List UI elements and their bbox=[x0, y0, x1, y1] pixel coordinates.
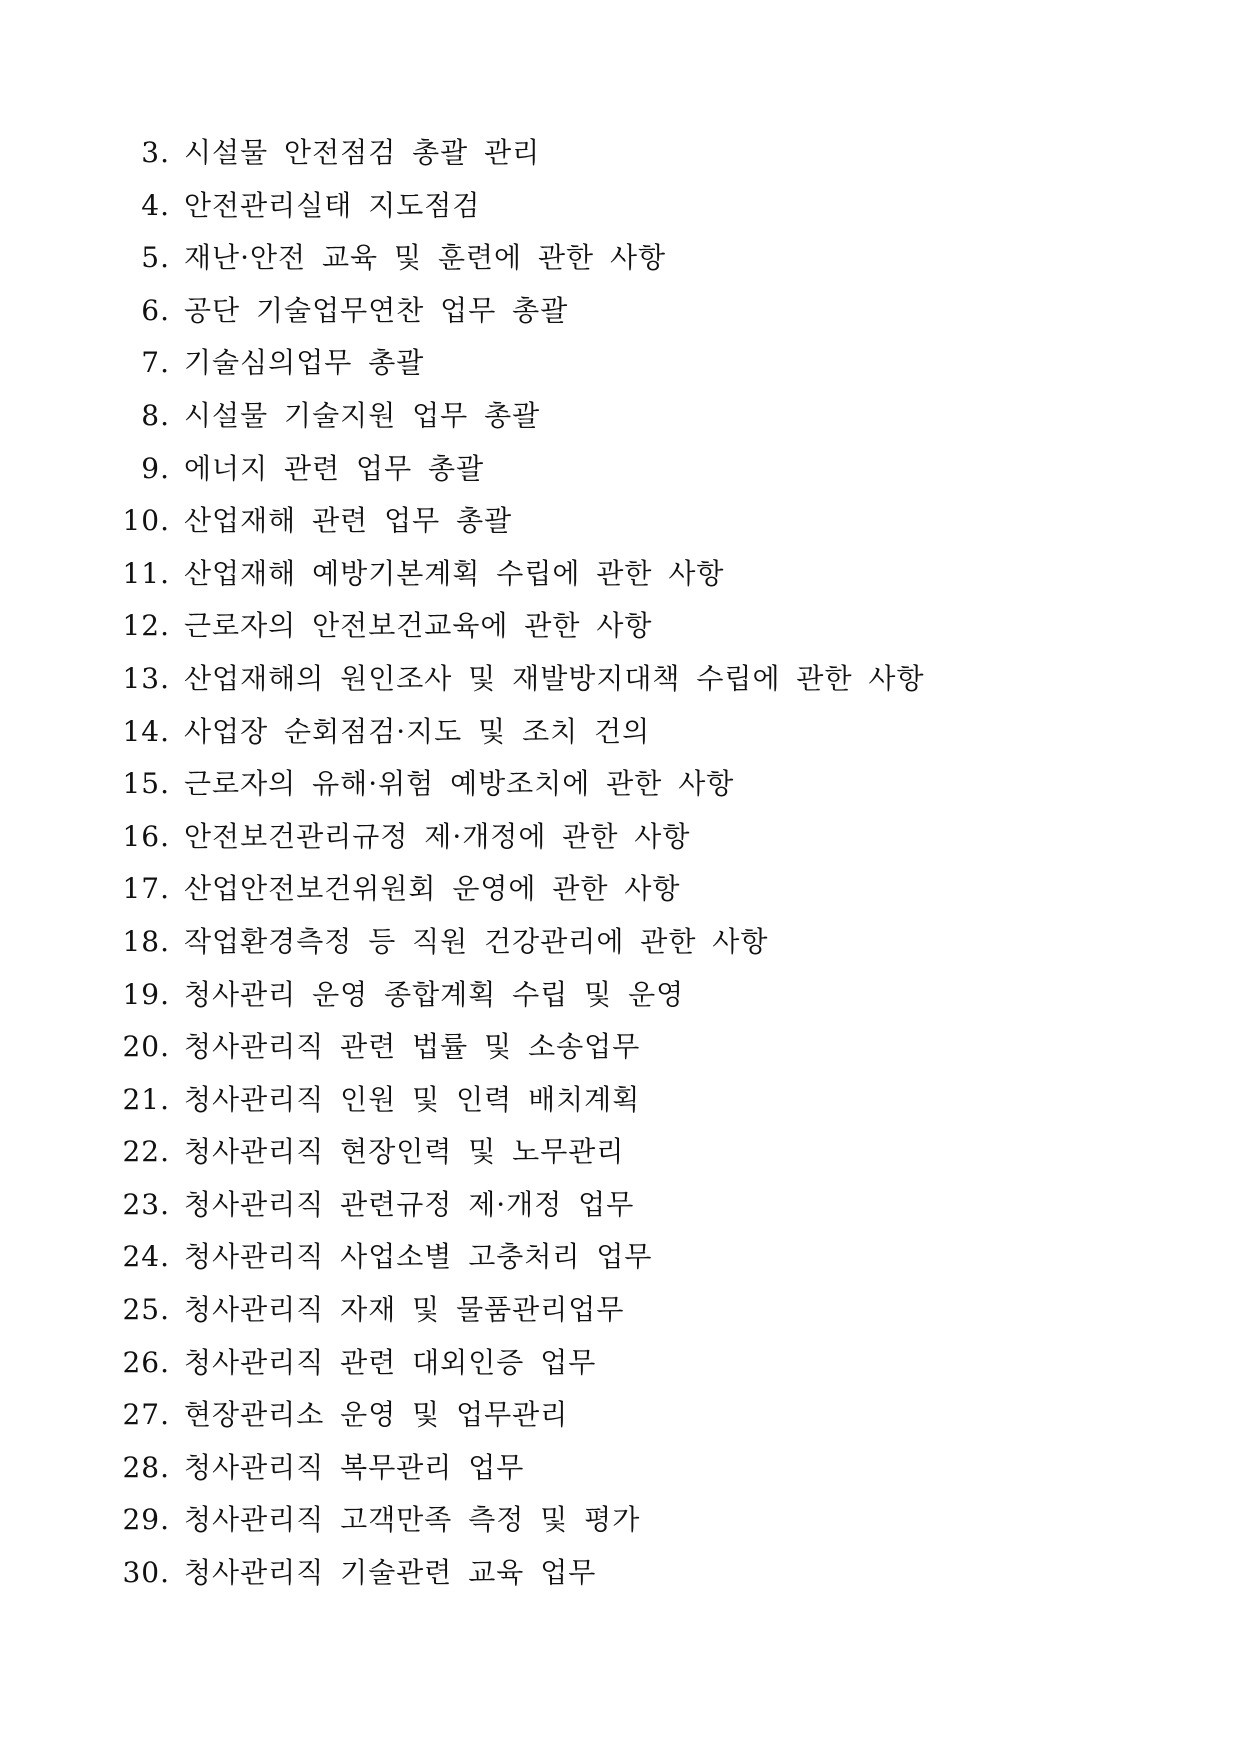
item-number: 27. bbox=[122, 1398, 170, 1432]
list-item bbox=[118, 920, 925, 973]
list-item bbox=[118, 1446, 925, 1499]
item-text: 청사관리 운영 종합계획 수립 및 운영 bbox=[184, 977, 685, 1011]
list-item bbox=[118, 815, 925, 868]
list-item bbox=[118, 1183, 925, 1236]
item-number: 15. bbox=[122, 767, 170, 801]
list-item bbox=[118, 1078, 925, 1131]
item-number: 7. bbox=[141, 346, 170, 380]
item-number: 11. bbox=[122, 556, 170, 590]
item-text: 기술심의업무 총괄 bbox=[184, 346, 425, 380]
item-text: 청사관리직 기술관련 교육 업무 bbox=[184, 1556, 597, 1590]
item-text: 청사관리직 현장인력 및 노무관리 bbox=[184, 1135, 625, 1169]
item-text: 청사관리직 인원 및 인력 배치계획 bbox=[184, 1082, 641, 1116]
item-number: 20. bbox=[122, 1030, 170, 1064]
list-item bbox=[118, 1341, 925, 1394]
item-text: 안전보건관리규정 제·개정에 관한 사항 bbox=[184, 819, 691, 853]
item-text: 시설물 안전점검 총괄 관리 bbox=[184, 136, 541, 169]
item-number: 28. bbox=[122, 1450, 170, 1484]
list-item bbox=[118, 289, 925, 342]
item-text: 근로자의 안전보건교육에 관한 사항 bbox=[184, 609, 653, 643]
list-item bbox=[118, 552, 925, 605]
list-item bbox=[118, 710, 925, 763]
item-text: 공단 기술업무연찬 업무 총괄 bbox=[184, 293, 569, 327]
item-text: 청사관리직 자재 및 물품관리업무 bbox=[184, 1293, 625, 1327]
item-text: 청사관리직 관련 대외인증 업무 bbox=[184, 1345, 597, 1379]
item-number: 26. bbox=[122, 1345, 170, 1379]
item-number: 6. bbox=[141, 293, 170, 327]
item-number: 23. bbox=[122, 1187, 170, 1221]
list-item bbox=[118, 657, 925, 710]
list-item bbox=[118, 1025, 925, 1078]
item-number: 9. bbox=[141, 451, 170, 485]
list-item bbox=[118, 867, 925, 920]
item-number: 24. bbox=[122, 1240, 170, 1274]
item-number: 3. bbox=[141, 136, 170, 169]
item-number: 25. bbox=[122, 1293, 170, 1327]
item-text: 산업재해의 원인조사 및 재발방지대책 수립에 관한 사항 bbox=[184, 661, 925, 695]
item-text: 청사관리직 관련 법률 및 소송업무 bbox=[184, 1030, 641, 1064]
item-text: 시설물 기술지원 업무 총괄 bbox=[184, 398, 541, 432]
item-number: 18. bbox=[122, 924, 170, 958]
item-number: 30. bbox=[122, 1556, 170, 1590]
list-item bbox=[118, 604, 925, 657]
list-item bbox=[118, 131, 925, 184]
list-item bbox=[118, 341, 925, 394]
list-item bbox=[118, 184, 925, 237]
item-number: 5. bbox=[141, 241, 170, 275]
item-number: 22. bbox=[122, 1135, 170, 1169]
list-item bbox=[118, 762, 925, 815]
list-item bbox=[118, 1393, 925, 1446]
item-text: 현장관리소 운영 및 업무관리 bbox=[184, 1398, 569, 1432]
item-text: 에너지 관련 업무 총괄 bbox=[184, 451, 485, 485]
list-item bbox=[118, 1235, 925, 1288]
item-text: 산업재해 관련 업무 총괄 bbox=[184, 504, 513, 538]
item-text: 청사관리직 사업소별 고충처리 업무 bbox=[184, 1240, 653, 1274]
item-text: 산업재해 예방기본계획 수립에 관한 사항 bbox=[184, 556, 725, 590]
list-item bbox=[118, 447, 925, 500]
list-item bbox=[118, 1288, 925, 1341]
item-number: 13. bbox=[122, 661, 170, 695]
item-number: 14. bbox=[122, 714, 170, 748]
item-number: 12. bbox=[122, 609, 170, 643]
list-item bbox=[118, 236, 925, 289]
item-text: 사업장 순회점검·지도 및 조치 건의 bbox=[184, 714, 651, 748]
item-text: 청사관리직 관련규정 제·개정 업무 bbox=[184, 1187, 635, 1221]
item-text: 산업안전보건위원회 운영에 관한 사항 bbox=[184, 872, 681, 906]
item-number: 19. bbox=[122, 977, 170, 1011]
item-text: 근로자의 유해·위험 예방조치에 관한 사항 bbox=[184, 767, 735, 801]
list-item bbox=[118, 499, 925, 552]
list-item bbox=[118, 394, 925, 447]
item-text: 안전관리실태 지도점검 bbox=[184, 188, 481, 222]
list-item bbox=[118, 1130, 925, 1183]
list-item bbox=[118, 1551, 925, 1604]
duty-list bbox=[118, 131, 925, 1604]
list-item bbox=[118, 1498, 925, 1551]
item-text: 재난·안전 교육 및 훈련에 관한 사항 bbox=[184, 241, 667, 275]
item-number: 21. bbox=[122, 1082, 170, 1116]
item-number: 8. bbox=[141, 398, 170, 432]
item-number: 10. bbox=[122, 504, 170, 538]
list-item bbox=[118, 973, 925, 1026]
item-text: 청사관리직 고객만족 측정 및 평가 bbox=[184, 1503, 641, 1537]
item-number: 17. bbox=[122, 872, 170, 906]
item-number: 16. bbox=[122, 819, 170, 853]
item-text: 작업환경측정 등 직원 건강관리에 관한 사항 bbox=[184, 924, 769, 958]
item-number: 4. bbox=[141, 188, 170, 222]
item-number: 29. bbox=[122, 1503, 170, 1537]
item-text: 청사관리직 복무관리 업무 bbox=[184, 1450, 525, 1484]
